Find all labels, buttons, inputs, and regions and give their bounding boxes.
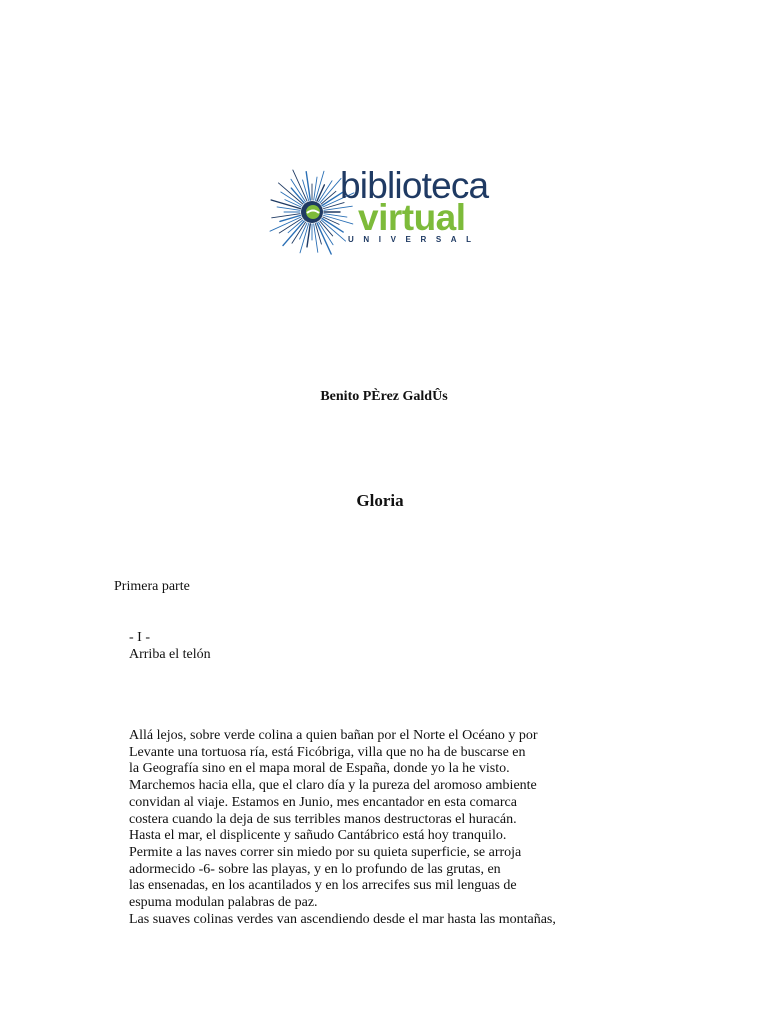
body-line: espuma modulan palabras de paz. [129, 895, 318, 911]
body-line: la Geografía sino en el mapa moral de España, donde yo la he visto. [129, 761, 510, 777]
part-heading: Primera parte [114, 579, 190, 594]
body-line: Levante una tortuosa ría, está Ficóbriga, villa que no ha de buscarse en [129, 744, 526, 760]
body-line: convidan al viaje. Estamos en Junio, mes encantador en esta comarca [129, 794, 517, 810]
book-title: Gloria [356, 491, 404, 510]
body-line: Permite a las naves correr sin miedo por su quieta superficie, se arroja [129, 844, 522, 860]
sunburst-ray [278, 183, 302, 204]
logo-text-virtual: virtual [358, 197, 466, 238]
body-line: Las suaves colinas verdes van ascendiendo desde el mar hasta las montañas, [129, 911, 556, 927]
logo-text-biblioteca: biblioteca [340, 165, 489, 206]
body-line: costera cuando la deja de sus terribles manos destructoras el huracán. [129, 811, 517, 827]
chapter-number: - I - [129, 630, 150, 645]
biblioteca-virtual-logo [262, 166, 506, 262]
body-line: adormecido -6- sobre las playas, y en lo profundo de las grutas, en [129, 861, 501, 877]
sunburst-ray [283, 221, 304, 245]
body-line: las ensenadas, en los acantilados y en los arrecifes sus mil lenguas de [129, 878, 517, 894]
sunburst-ray [320, 178, 341, 202]
author-name: Benito PÈrez GaldÛs [320, 389, 448, 404]
chapter-title: Arriba el telón [129, 647, 211, 662]
body-line: Marchemos hacia ella, que el claro día y la pureza del aromoso ambiente [129, 778, 537, 794]
logo-text-universal: UNIVERSAL [348, 235, 481, 244]
body-line: Hasta el mar, el displicente y sañudo Cantábrico está hoy tranquilo. [129, 828, 507, 844]
body-line: Allá lejos, sobre verde colina a quien bañan por el Norte el Océano y por [129, 728, 538, 743]
body-text [129, 728, 649, 928]
